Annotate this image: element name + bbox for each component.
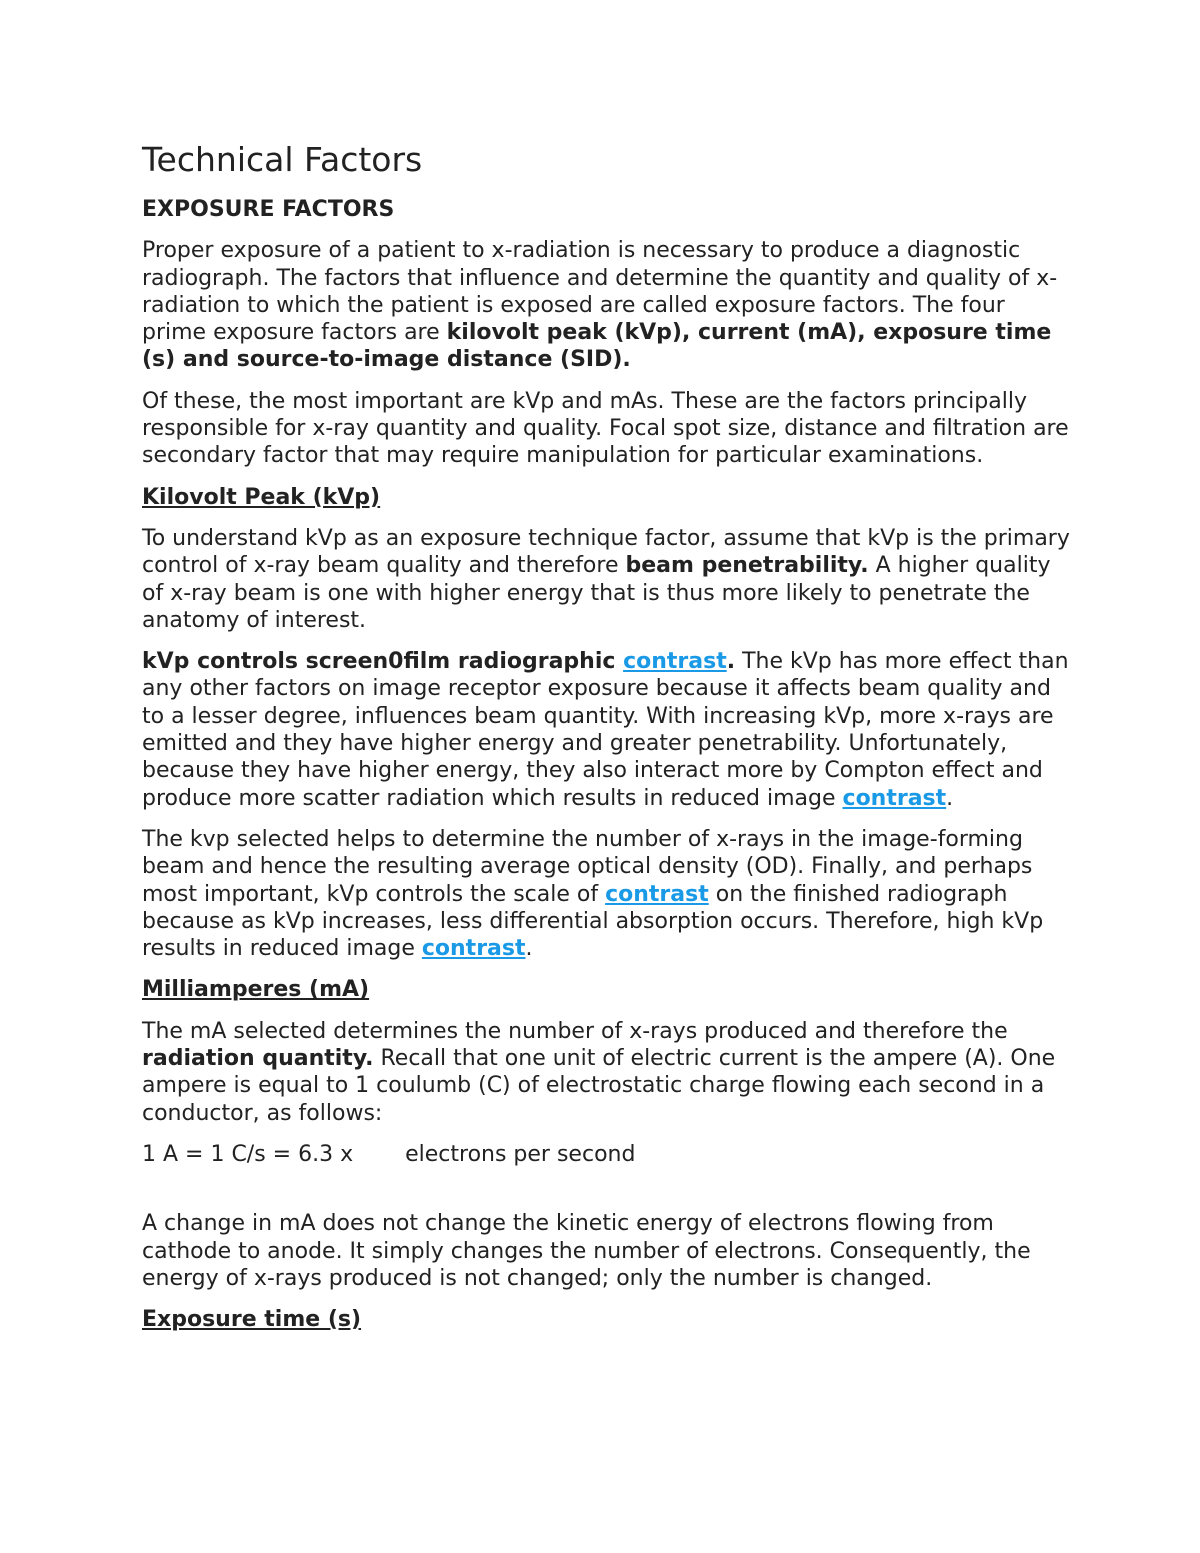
paragraph-text: The mA selected determines the number of x-rays produced and therefore the bbox=[142, 1018, 1008, 1044]
paragraph-text: The kVp has more effect than any other factors on image receptor exposure because it affects beam quality and to a lesser degree, influences beam quantity. With increasing kVp, more x-rays are emitted and they have higher energy and greater penetrability. Unfortunately, because they have higher energy, they also interact more by Compton effect and produce more scatter radiation which results in reduced image bbox=[142, 649, 1069, 811]
bold-beam-penetrability: beam penetrability. bbox=[625, 553, 869, 579]
paragraph-ma-intro bbox=[142, 1018, 1072, 1127]
bold-prime-factors: kilovolt peak (kVp), current (mA), exposure time (s) and source-to-image distance (SID). bbox=[142, 320, 1052, 373]
paragraph-text: The kvp selected helps to determine the number of x-rays in the image-forming beam and hence the resulting average optical density (OD). Finally, and perhaps most important, kVp controls the scale of bbox=[142, 826, 1033, 907]
paragraph-text: A higher quality of x-ray beam is one with higher energy that is thus more likely to penetrate the anatomy of interest. bbox=[142, 553, 1051, 633]
paragraph-text: . bbox=[525, 936, 533, 962]
paragraph-most-important: Of these, the most important are kVp and mAs. These are the factors principally responsible for x-ray quantity and quality. Focal spot size, distance and filtration are secondary factor that may require manipulation for particular examinations. bbox=[142, 388, 1069, 469]
formula-right: electrons per second bbox=[405, 1141, 636, 1167]
document-page bbox=[142, 140, 1072, 1347]
contrast-link[interactable]: contrast bbox=[623, 649, 727, 675]
paragraph-ma-change: A change in mA does not change the kinetic energy of electrons flowing from cathode to anode. It simply changes the number of electrons. Consequently, the energy of x-rays produced is not changed; only the number is changed. bbox=[142, 1211, 1031, 1291]
contrast-link[interactable]: contrast bbox=[605, 881, 709, 907]
formula-ampere bbox=[142, 1141, 1072, 1168]
paragraph-kvp-scale bbox=[142, 826, 1072, 962]
formula-left: 1 A = 1 C/s = 6.3 x bbox=[142, 1141, 354, 1167]
contrast-link[interactable]: contrast bbox=[421, 936, 526, 962]
paragraph-text: on the finished radiograph because as kVp increases, less differential absorption occurs. Therefore, high kVp results in reduced image bbox=[142, 881, 1044, 962]
bold-period: . bbox=[726, 649, 736, 675]
heading-exposure-time: Exposure time (s) bbox=[142, 1307, 362, 1333]
paragraph-text: To understand kVp as an exposure technique factor, assume that kVp is the primary control of x-ray beam quality and therefore bbox=[142, 525, 1070, 579]
heading-exposure-factors: EXPOSURE FACTORS bbox=[142, 197, 395, 222]
paragraph-kvp-contrast bbox=[142, 648, 1072, 812]
heading-ma: Milliamperes (mA) bbox=[142, 977, 370, 1003]
contrast-link[interactable]: contrast bbox=[842, 785, 947, 811]
heading-kvp: Kilovolt Peak (kVp) bbox=[142, 484, 381, 510]
paragraph-text: Proper exposure of a patient to x-radiation is necessary to produce a diagnostic radiograph. The factors that influence and determine the quantity and quality of x-radiation to which the patient is exposed are called exposure factors. The four prime exposure factors are bbox=[142, 238, 1058, 346]
bold-kvp-controls: kVp controls screen0film radiographic bbox=[142, 649, 624, 675]
paragraph-text: Recall that one unit of electric current is the ampere (A). One ampere is equal to 1 coulumb (C) of electrostatic charge flowing each second in a conductor, as follows: bbox=[142, 1046, 1056, 1126]
paragraph-text: . bbox=[946, 785, 954, 811]
document-title: Technical Factors bbox=[142, 140, 423, 179]
paragraph-kvp-intro bbox=[142, 525, 1072, 634]
bold-radiation-quantity: radiation quantity. bbox=[142, 1046, 374, 1072]
paragraph-exposure-intro bbox=[142, 237, 1072, 373]
